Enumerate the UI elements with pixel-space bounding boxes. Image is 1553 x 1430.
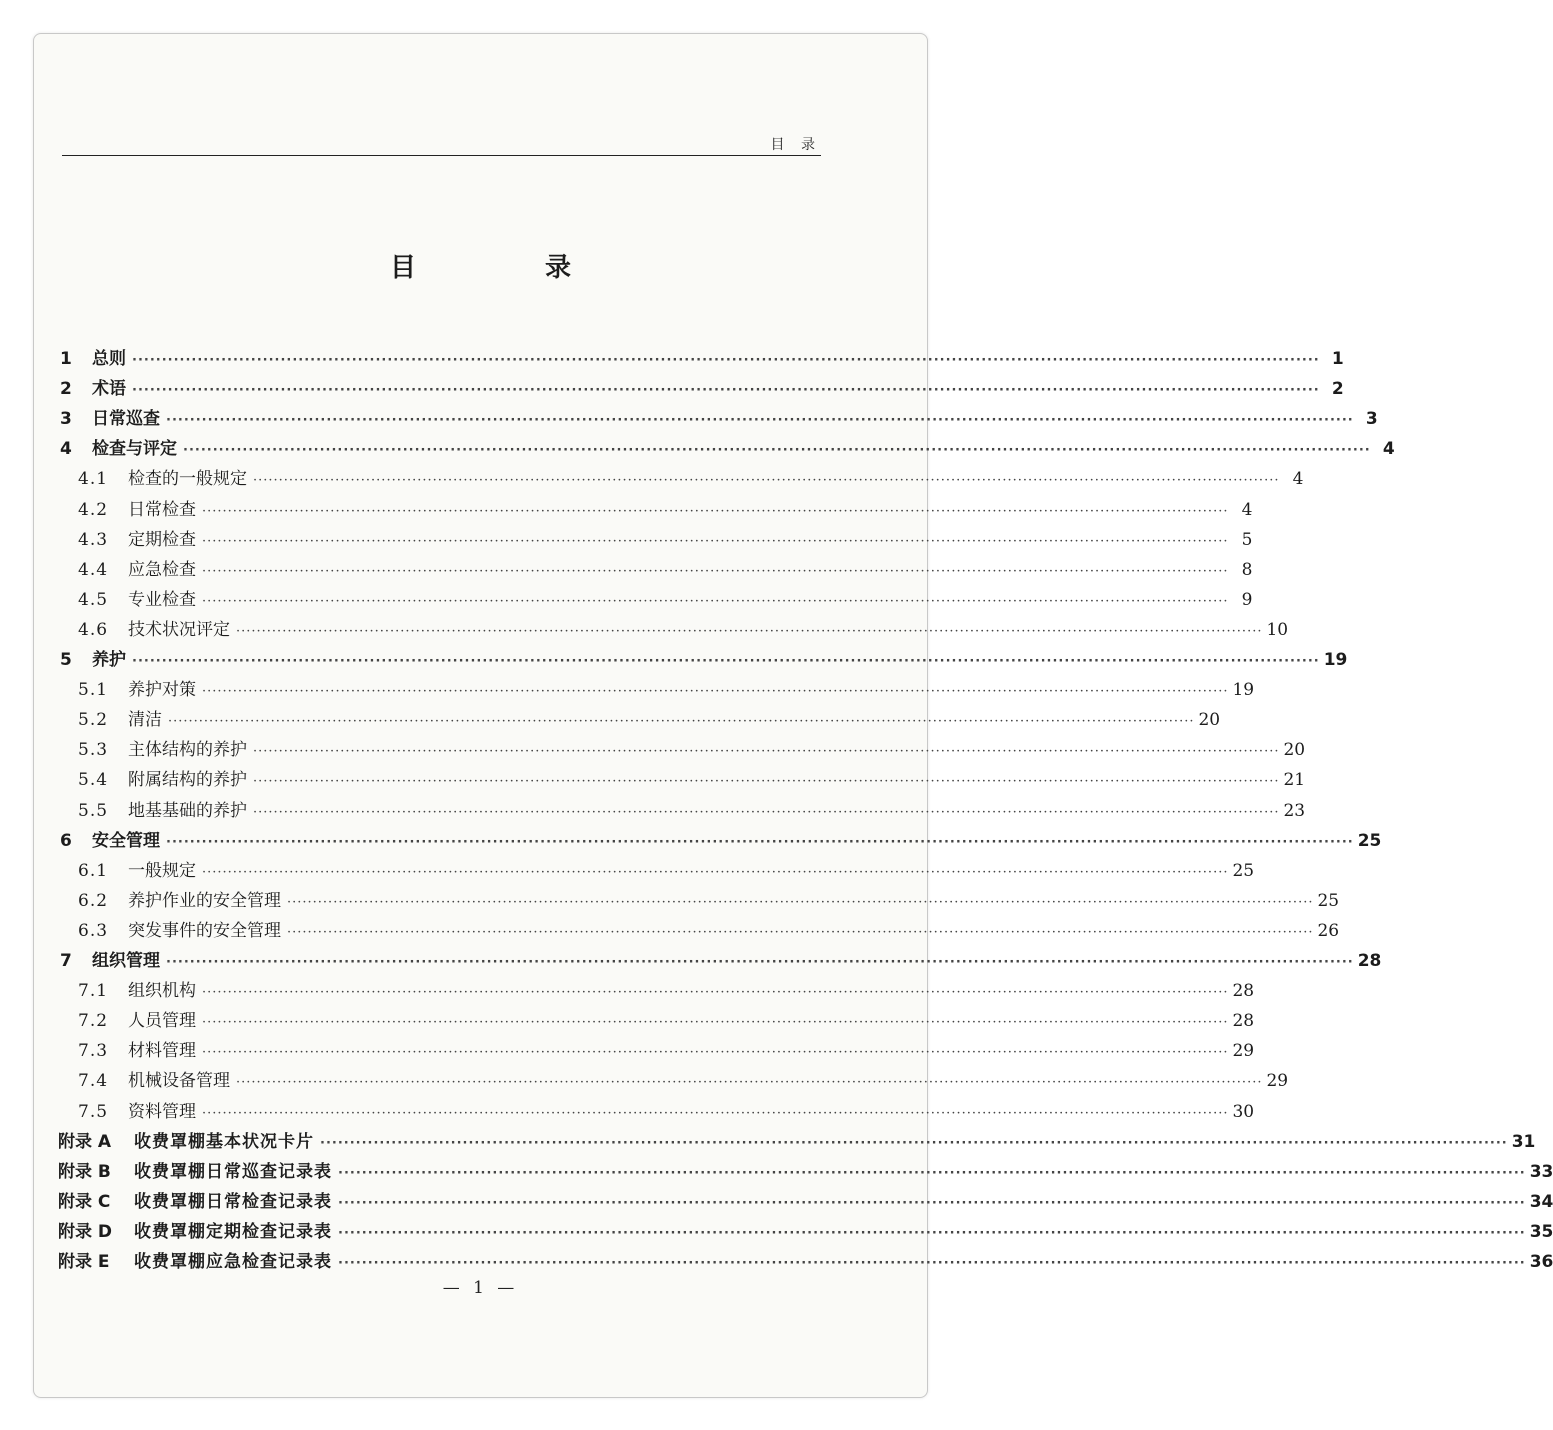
- toc-entry[interactable]: [78, 1038, 1255, 1064]
- toc-entry-number: 5.4: [78, 770, 109, 791]
- toc-dot-leader: ········································································································································································································: [338, 1225, 1526, 1241]
- toc-dot-leader: ········································································································································································································: [202, 503, 1229, 519]
- toc-entry-number: 6.3: [78, 920, 109, 941]
- toc-entry[interactable]: [60, 346, 1344, 372]
- toc-entry[interactable]: [58, 1129, 1536, 1155]
- toc-entry-title: 技术状况评定: [128, 619, 230, 640]
- toc-entry-number: 3: [60, 409, 72, 430]
- toc-entry[interactable]: [78, 677, 1255, 703]
- toc-entry-title: 收费罩棚定期检查记录表: [134, 1221, 332, 1242]
- toc-entry-title: 人员管理: [128, 1011, 196, 1032]
- toc-title: 目 录: [389, 253, 632, 283]
- toc-entry-number: 4.6: [78, 619, 109, 640]
- toc-entry-number: 4: [60, 439, 72, 460]
- toc-entry-number: 6.1: [78, 860, 109, 881]
- page-number: — 1 —: [442, 1278, 519, 1298]
- toc-dot-leader: ········································································································································································································: [132, 383, 1320, 399]
- toc-dot-leader: ········································································································································································································: [338, 1256, 1526, 1271]
- toc-entry-page: 25: [1232, 860, 1255, 881]
- toc-entry-page: 31: [1511, 1131, 1536, 1152]
- toc-dot-leader: ········································································································································································································: [168, 714, 1195, 730]
- toc-entry-number: 6: [60, 830, 72, 851]
- toc-entry-page: 21: [1283, 770, 1306, 791]
- toc-entry-number: 附录 C: [58, 1191, 111, 1212]
- document-page: [33, 33, 1553, 1398]
- toc-entry-number: 2: [60, 379, 72, 400]
- toc-entry-page: 33: [1529, 1161, 1553, 1182]
- toc-entry[interactable]: [78, 767, 1306, 793]
- toc-dot-leader: ········································································································································································································: [132, 654, 1320, 669]
- toc-entry[interactable]: [78, 858, 1255, 884]
- toc-entry-title: 一般规定: [128, 860, 196, 881]
- toc-entry[interactable]: [60, 647, 1348, 673]
- toc-entry-title: 附属结构的养护: [128, 770, 247, 791]
- toc-entry-number: 5.2: [78, 710, 109, 731]
- toc-dot-leader: ········································································································································································································: [202, 593, 1229, 609]
- toc-entry-title: 日常巡查: [92, 409, 160, 430]
- toc-entry[interactable]: [78, 1068, 1289, 1094]
- toc-entry-page: 35: [1529, 1221, 1553, 1242]
- toc-entry-page: 9: [1241, 589, 1253, 610]
- toc-entry-title: 资料管理: [128, 1101, 196, 1122]
- toc-entry[interactable]: [78, 918, 1340, 944]
- toc-dot-leader: ········································································································································································································: [132, 353, 1320, 368]
- toc-entry-title: 突发事件的安全管理: [128, 920, 281, 941]
- toc-entry-number: 5.3: [78, 740, 109, 761]
- toc-entry-page: 30: [1232, 1101, 1255, 1122]
- toc-entry-page: 19: [1232, 680, 1255, 701]
- toc-entry-page: 28: [1232, 1011, 1255, 1032]
- toc-entry-page: 28: [1232, 981, 1255, 1002]
- toc-entry-number: 4.2: [78, 499, 109, 520]
- toc-entry-number: 4.4: [78, 559, 109, 580]
- toc-entry-title: 主体结构的养护: [128, 740, 247, 761]
- toc-entry-page: 8: [1241, 559, 1253, 580]
- toc-entry[interactable]: [58, 1189, 1553, 1215]
- header-rule: [62, 155, 821, 156]
- toc-entry[interactable]: [78, 617, 1289, 643]
- toc-entry-number: 7.1: [78, 981, 109, 1002]
- toc-dot-leader: ········································································································································································································: [253, 473, 1280, 489]
- toc-entry-number: 附录 D: [58, 1221, 113, 1242]
- toc-entry[interactable]: [58, 1159, 1553, 1185]
- toc-entry-title: 术语: [92, 379, 126, 400]
- toc-dot-leader: ········································································································································································································: [253, 744, 1280, 760]
- toc-dot-leader: ········································································································································································································: [202, 864, 1229, 880]
- toc-dot-leader: ········································································································································································································: [236, 623, 1263, 639]
- toc-entry[interactable]: [78, 527, 1253, 553]
- toc-entry-number: 附录 A: [58, 1131, 112, 1152]
- toc-entry[interactable]: [78, 557, 1253, 583]
- toc-entry-title: 组织机构: [128, 981, 196, 1002]
- toc-dot-leader: ········································································································································································································: [166, 413, 1354, 429]
- toc-entry-page: 34: [1529, 1191, 1553, 1212]
- toc-entry-title: 地基基础的养护: [128, 800, 247, 821]
- toc-entry-page: 20: [1198, 710, 1221, 731]
- toc-entry-page: 2: [1331, 379, 1344, 400]
- toc-entry-page: 29: [1232, 1041, 1255, 1062]
- toc-entry[interactable]: [78, 707, 1221, 733]
- toc-entry[interactable]: [58, 1249, 1553, 1275]
- toc-entry[interactable]: [78, 1008, 1255, 1034]
- toc-entry-page: 25: [1317, 890, 1340, 911]
- toc-dot-leader: ········································································································································································································: [287, 924, 1314, 940]
- toc-dot-leader: ········································································································································································································: [166, 955, 1354, 970]
- toc-entry-page: 1: [1331, 349, 1344, 369]
- toc-entry-number: 5.5: [78, 800, 109, 821]
- toc-entry-number: 7.5: [78, 1101, 109, 1122]
- toc-entry-page: 26: [1317, 920, 1340, 941]
- toc-dot-leader: ········································································································································································································: [236, 1075, 1263, 1091]
- toc-dot-leader: ········································································································································································································: [202, 563, 1229, 579]
- toc-entry-page: 23: [1283, 800, 1306, 821]
- toc-entry-title: 定期检查: [128, 529, 196, 550]
- toc-entry-title: 检查的一般规定: [128, 469, 247, 490]
- toc-entry-number: 7.2: [78, 1011, 109, 1032]
- toc-entry-title: 总则: [92, 349, 126, 369]
- toc-dot-leader: ········································································································································································································: [202, 1045, 1229, 1061]
- toc-dot-leader: ········································································································································································································: [338, 1195, 1526, 1211]
- toc-entry[interactable]: [78, 587, 1253, 613]
- toc-entry[interactable]: [78, 1099, 1255, 1125]
- toc-entry[interactable]: [78, 497, 1253, 523]
- toc-entry-number: 7: [60, 951, 72, 971]
- toc-entry-title: 材料管理: [128, 1041, 196, 1062]
- toc-entry-title: 收费罩棚基本状况卡片: [134, 1131, 314, 1152]
- toc-entry-title: 养护: [92, 650, 126, 670]
- toc-entry-title: 清洁: [128, 710, 162, 731]
- toc-entry[interactable]: [60, 828, 1382, 854]
- toc-entry-number: 5: [60, 650, 72, 670]
- toc-entry-number: 7.4: [78, 1071, 109, 1092]
- toc-entry-page: 28: [1357, 951, 1382, 971]
- toc-entry-number: 6.2: [78, 890, 109, 911]
- toc-entry-title: 日常检查: [128, 499, 196, 520]
- toc-entry[interactable]: [58, 1219, 1553, 1245]
- toc-entry-number: 4.1: [78, 469, 109, 490]
- toc-entry[interactable]: [60, 406, 1378, 432]
- toc-entry[interactable]: [60, 376, 1344, 402]
- toc-entry-page: 36: [1529, 1252, 1553, 1272]
- toc-entry-number: 7.3: [78, 1041, 109, 1062]
- running-header: 目 录: [770, 137, 821, 153]
- toc-entry-page: 25: [1357, 830, 1382, 851]
- toc-entry-title: 安全管理: [92, 830, 160, 851]
- toc-dot-leader: ········································································································································································································: [202, 684, 1229, 700]
- toc-entry-page: 3: [1365, 409, 1378, 430]
- toc-entry-title: 收费罩棚应急检查记录表: [134, 1252, 332, 1272]
- toc-entry-page: 4: [1292, 469, 1304, 490]
- toc-entry-title: 养护作业的安全管理: [128, 890, 281, 911]
- toc-entry-page: 5: [1241, 529, 1253, 550]
- toc-dot-leader: ········································································································································································································: [166, 834, 1354, 850]
- toc-entry-number: 4.5: [78, 589, 109, 610]
- toc-entry[interactable]: [78, 737, 1306, 763]
- toc-entry[interactable]: [78, 466, 1304, 492]
- toc-dot-leader: ········································································································································································································: [253, 804, 1280, 820]
- toc-dot-leader: ········································································································································································································: [320, 1135, 1508, 1151]
- toc-entry-page: 29: [1266, 1071, 1289, 1092]
- toc-entry-title: 收费罩棚日常巡查记录表: [134, 1161, 332, 1182]
- toc-dot-leader: ········································································································································································································: [183, 443, 1371, 459]
- toc-entry-title: 收费罩棚日常检查记录表: [134, 1191, 332, 1212]
- toc-entry-title: 检查与评定: [92, 439, 177, 460]
- toc-entry-title: 组织管理: [92, 951, 160, 971]
- toc-entry[interactable]: [78, 888, 1340, 914]
- toc-dot-leader: ········································································································································································································: [338, 1165, 1526, 1181]
- toc-entry-number: 4.3: [78, 529, 109, 550]
- toc-dot-leader: ········································································································································································································: [202, 1105, 1229, 1121]
- toc-dot-leader: ········································································································································································································: [202, 533, 1229, 549]
- toc-dot-leader: ········································································································································································································: [253, 774, 1280, 790]
- toc-entry-page: 4: [1241, 499, 1253, 520]
- toc-dot-leader: ········································································································································································································: [202, 985, 1229, 1001]
- toc-entry-title: 机械设备管理: [128, 1071, 230, 1092]
- toc-entry-page: 10: [1266, 619, 1289, 640]
- toc-entry-page: 19: [1323, 650, 1348, 670]
- toc-entry-number: 附录 E: [58, 1252, 110, 1272]
- toc-entry-page: 20: [1283, 740, 1306, 761]
- toc-entry-title: 专业检查: [128, 589, 196, 610]
- toc-entry-number: 1: [60, 349, 72, 369]
- toc-entry[interactable]: [78, 978, 1255, 1004]
- toc-entry-number: 5.1: [78, 680, 109, 701]
- toc-entry[interactable]: [60, 436, 1395, 462]
- toc-dot-leader: ········································································································································································································: [202, 1015, 1229, 1031]
- toc-entry-number: 附录 B: [58, 1161, 111, 1182]
- toc-entry-title: 应急检查: [128, 559, 196, 580]
- toc-entry-title: 养护对策: [128, 680, 196, 701]
- toc-dot-leader: ········································································································································································································: [287, 894, 1314, 910]
- toc-entry[interactable]: [78, 798, 1306, 824]
- toc-entry[interactable]: [60, 948, 1382, 974]
- toc-entry-page: 4: [1382, 439, 1395, 460]
